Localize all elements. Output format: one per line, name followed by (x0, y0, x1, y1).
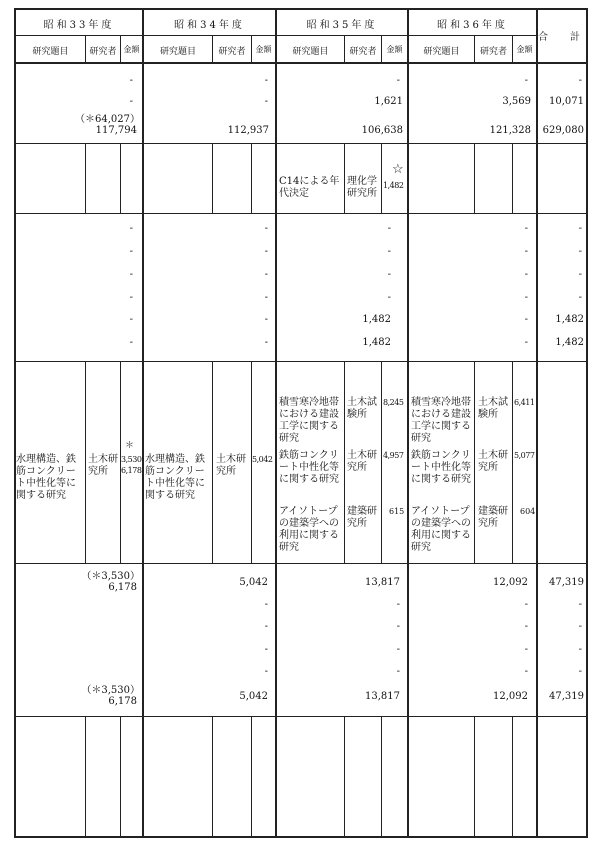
cell-value: - (387, 269, 391, 280)
cell-value: - (524, 599, 528, 610)
research-amount: 615 (389, 507, 405, 516)
cell-value: - (524, 246, 528, 257)
research-researcher: 土木研究所 (347, 450, 377, 473)
cell-value: 3,569 (502, 96, 531, 107)
cell-value: - (264, 599, 268, 610)
cell-value: - (129, 269, 133, 280)
cell-value: - (578, 599, 582, 610)
research-researcher: 土木研究所 (88, 454, 118, 477)
research-amount: 6,411 (514, 398, 535, 407)
cell-value: - (264, 314, 268, 325)
cell-value: （＊3,530） (81, 571, 140, 582)
cell-value: 106,638 (361, 125, 403, 136)
research-researcher: 土木研究所 (216, 454, 246, 477)
cell-value: - (524, 621, 528, 632)
cell-value: 1,482 (555, 337, 584, 348)
total-header: 合 計 (538, 32, 586, 43)
cell-value: 1,482 (555, 314, 584, 325)
research-amount: 5,077 (514, 451, 535, 460)
cell-value: 47,319 (549, 577, 584, 588)
cell-value: - (578, 666, 582, 677)
cell-value: 13,817 (365, 577, 400, 588)
cell-value: - (264, 75, 268, 86)
cell-value: - (524, 644, 528, 655)
subhead-amount: 金額 (123, 45, 140, 54)
cell-value: （＊64,027） (75, 114, 140, 125)
research-researcher: 土木試験所 (478, 397, 508, 420)
research-amount: 5,042 (252, 455, 273, 464)
subhead-researcher: 研究者 (89, 47, 117, 57)
year-header-s34: 昭和34年度 (174, 20, 245, 31)
cell-value: - (264, 292, 268, 303)
research-amount: 4,957 (383, 451, 404, 460)
cell-value: 112,937 (227, 125, 269, 136)
research-theme: 鉄筋コンクリート中性化等に関する研究 (279, 450, 339, 485)
research-theme: アイソトープの建築学への利用に関する研究 (279, 506, 339, 553)
research-theme: 鉄筋コンクリート中性化等に関する研究 (411, 450, 471, 485)
cell-value: 12,092 (493, 691, 528, 702)
subhead-researcher: 研究者 (479, 47, 507, 57)
cell-value: - (524, 314, 528, 325)
research-theme: 水理構造、鉄筋コンクリート中性化等に関する研究 (16, 454, 76, 501)
cell-value: - (524, 223, 528, 234)
cell-value: - (396, 666, 400, 677)
research-researcher: 建築研究所 (347, 506, 377, 529)
cell-value: - (387, 246, 391, 257)
cell-value: 47,319 (549, 691, 584, 702)
c14-researcher: 理化学研究所 (347, 176, 377, 199)
star-mark: ☆ (392, 162, 404, 177)
cell-value: - (578, 75, 582, 86)
cell-value: - (396, 621, 400, 632)
subhead-amount: 金額 (386, 45, 403, 54)
cell-value: - (264, 269, 268, 280)
c14-theme: C14による年代決定 (279, 176, 340, 199)
cell-value: - (264, 246, 268, 257)
cell-value: - (396, 599, 400, 610)
cell-value: - (129, 75, 133, 86)
cell-value: 121,328 (489, 125, 531, 136)
cell-value: - (264, 666, 268, 677)
cell-value: - (129, 246, 133, 257)
cell-value: - (264, 223, 268, 234)
cell-value: - (396, 644, 400, 655)
subhead-researcher: 研究者 (218, 47, 246, 57)
cell-value: 117,794 (95, 125, 137, 136)
year-header-s36: 昭和36年度 (437, 20, 508, 31)
subhead-amount: 金額 (516, 45, 533, 54)
cell-value: - (396, 75, 400, 86)
research-theme: 水理構造、鉄筋コンクリート中性化等に関する研究 (145, 454, 205, 501)
cell-value: - (578, 292, 582, 303)
cell-value: （＊3,530） (81, 685, 140, 696)
cell-value: 1,482 (362, 337, 391, 348)
cell-value: - (387, 223, 391, 234)
research-theme: 積雪寒冷地帯における建設工学に関する研究 (411, 397, 471, 444)
subhead-researcher: 研究者 (349, 47, 377, 57)
cell-value: - (578, 644, 582, 655)
cell-value: - (578, 246, 582, 257)
research-amount: 6,178 (121, 466, 142, 475)
cell-value: 6,178 (108, 582, 137, 593)
research-amount: 3,530 (121, 455, 142, 464)
cell-value: - (578, 269, 582, 280)
cell-value: - (129, 292, 133, 303)
research-researcher: 土木研究所 (478, 450, 508, 473)
subhead-amount: 金額 (255, 45, 272, 54)
cell-value: - (264, 644, 268, 655)
cell-value: - (578, 223, 582, 234)
year-header-s33: 昭和33年度 (43, 20, 115, 31)
cell-value: - (524, 337, 528, 348)
subhead-theme: 研究題目 (32, 47, 69, 57)
cell-value: - (524, 292, 528, 303)
research-amount: 8,245 (383, 398, 404, 407)
cell-value: - (129, 337, 133, 348)
cell-value: - (524, 75, 528, 86)
cell-value: 12,092 (493, 577, 528, 588)
cell-value: - (129, 96, 133, 107)
cell-value: - (524, 269, 528, 280)
subhead-theme: 研究題目 (159, 47, 196, 57)
cell-value: 6,178 (108, 696, 137, 707)
cell-value: 629,080 (542, 125, 584, 136)
cell-value: 1,621 (374, 96, 403, 107)
cell-value: 5,042 (239, 577, 268, 588)
research-researcher: 土木試験所 (347, 397, 377, 420)
c14-amount: 1,482 (383, 181, 404, 190)
cell-value: - (264, 621, 268, 632)
subhead-theme: 研究題目 (292, 47, 329, 57)
research-researcher: 建築研究所 (478, 506, 508, 529)
research-theme: 積雪寒冷地帯における建設工学に関する研究 (279, 397, 339, 444)
cell-value: - (524, 666, 528, 677)
research-amount: 604 (520, 507, 536, 516)
cell-value: - (264, 96, 268, 107)
cell-value: 10,071 (549, 96, 584, 107)
subhead-theme: 研究題目 (423, 47, 460, 57)
research-theme: アイソトープの建築学への利用に関する研究 (411, 506, 471, 553)
year-header-s35: 昭和35年度 (306, 20, 378, 31)
asterisk-mark: ＊ (125, 441, 135, 451)
cell-value: - (387, 292, 391, 303)
cell-value: 1,482 (362, 314, 391, 325)
cell-value: 5,042 (239, 691, 268, 702)
cell-value: - (578, 621, 582, 632)
cell-value: - (129, 223, 133, 234)
cell-value: - (129, 314, 133, 325)
cell-value: - (264, 337, 268, 348)
cell-value: 13,817 (365, 691, 400, 702)
